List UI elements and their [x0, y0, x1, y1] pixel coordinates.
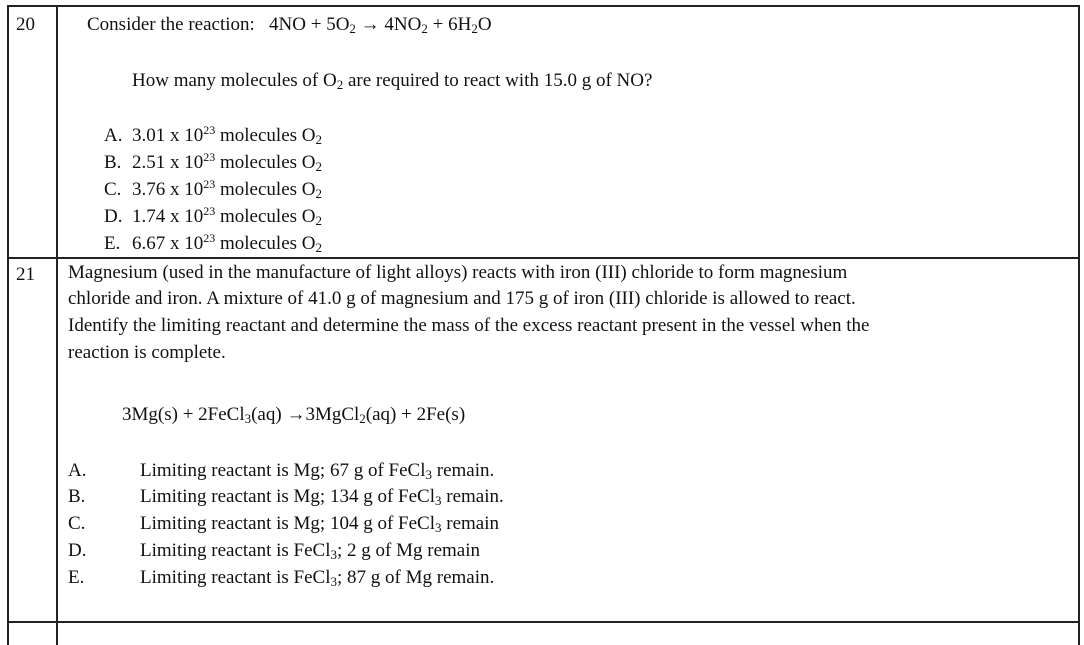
q20-option-a[interactable]: A. 3.01 x $10^{23}$ molecules $O_2$	[104, 123, 323, 147]
question-number-21: 21	[16, 264, 35, 285]
q21-body-line-2: chloride and iron. A mixture of 41.0 g of magnesium and 175 g of iron (III) chloride is allowed to react.	[68, 288, 856, 309]
q21-body-line-3: Identify the limiting reactant and determine the mass of the excess reactant present in the vessel when the	[68, 315, 870, 336]
q20-option-b[interactable]: B. 2.51 x $10^{23}$ molecules $O_2$	[104, 150, 323, 174]
table-bottom-border	[7, 621, 1080, 623]
q21-option-a[interactable]: A. Limiting reactant is Mg; 67 g of FeCl$_3$ remain.	[68, 460, 495, 482]
q20-option-c[interactable]: C. 3.76 x $10^{23}$ molecules $O_2$	[104, 177, 323, 201]
q21-option-b[interactable]: B. Limiting reactant is Mg; 134 g of FeCl$_3$ remain.	[68, 486, 504, 508]
row-divider	[7, 257, 1080, 259]
q20-question: How many molecules of $O_2$ are required to react with 15.0 g of NO?	[132, 70, 653, 92]
q21-option-d[interactable]: D. Limiting reactant is FeCl$_3$; 2 g of Mg remain	[68, 540, 481, 562]
question-number-20: 20	[16, 14, 35, 35]
q20-option-e[interactable]: E. 6.67 x $10^{23}$ molecules $O_2$	[104, 231, 323, 255]
q20-option-d[interactable]: D. 1.74 x $10^{23}$ molecules $O_2$	[104, 204, 323, 228]
column-divider	[56, 5, 58, 645]
q21-option-e[interactable]: E. Limiting reactant is FeCl$_3$; 87 g of Mg remain.	[68, 567, 495, 589]
table-left-border	[7, 5, 9, 645]
q20-reaction-line	[87, 14, 492, 36]
q20-reaction: $4NO + 5O_2 \to 4NO_2 + 6H_2O$	[269, 14, 492, 36]
q21-body-line-4: reaction is complete.	[68, 342, 226, 363]
q21-body-line-1: Magnesium (used in the manufacture of light alloys) reacts with iron (III) chloride to form magnesium	[68, 262, 848, 283]
q20-intro: Consider the reaction:	[87, 14, 255, 35]
table-right-border	[1078, 5, 1080, 645]
q21-equation: 3Mg(s) + 2FeCl$_3$(aq) →3MgCl$_2$(aq) + 2Fe(s)	[122, 404, 466, 426]
q21-option-c[interactable]: C. Limiting reactant is Mg; 104 g of FeCl$_3$ remain	[68, 513, 500, 535]
table-top-border	[7, 5, 1080, 7]
